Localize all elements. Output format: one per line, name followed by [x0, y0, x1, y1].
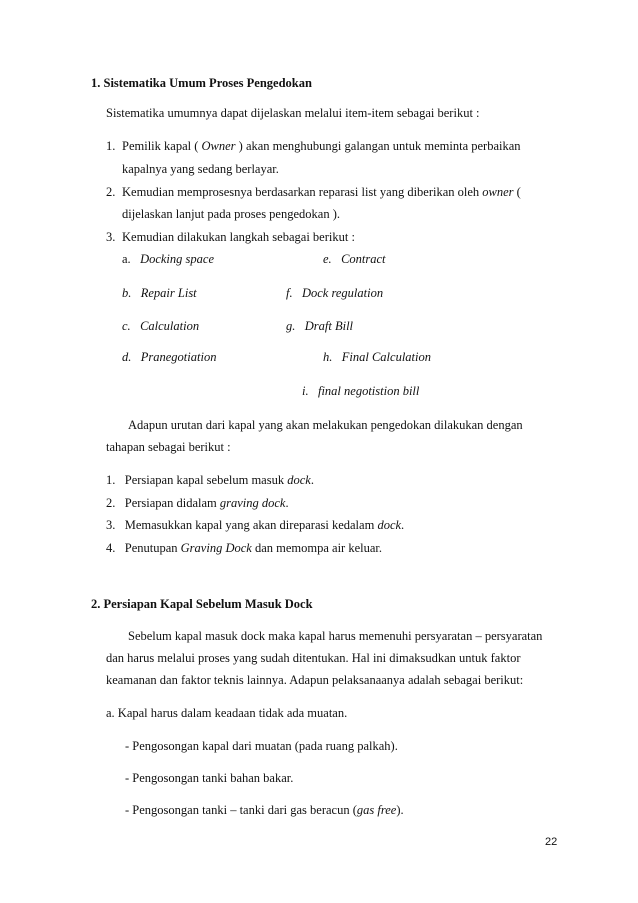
- order-list-item: 3. Memasukkan kapal yang akan direparasi kedalam dock.: [106, 518, 405, 532]
- step-item: d. Pranegotiation: [122, 350, 217, 364]
- step-item: b. Repair List: [122, 286, 197, 300]
- paragraph-line: keamanan dan faktor teknis lainnya. Adapun pelaksanaanya adalah sebagai berikut:: [106, 673, 524, 687]
- bullet-item: - Pengosongan kapal dari muatan (pada ruang palkah).: [125, 739, 398, 753]
- bullet-item: - Pengosongan tanki – tanki dari gas beracun (gas free).: [125, 803, 404, 817]
- list-item-number: 3.: [106, 230, 116, 244]
- list-item-number: 1.: [106, 139, 116, 153]
- page-number: 22: [545, 836, 558, 848]
- list-item-line: Kemudian memprosesnya berdasarkan reparasi list yang diberikan oleh owner (: [122, 185, 521, 199]
- list-item-number: 2.: [106, 185, 116, 199]
- paragraph-line: dan harus melalui proses yang sudah ditentukan. Hal ini dimaksudkan untuk faktor: [106, 651, 521, 665]
- list-item-line: kapalnya yang sedang berlayar.: [122, 162, 279, 176]
- sub-item: a. Kapal harus dalam keadaan tidak ada muatan.: [106, 706, 348, 720]
- list-item-line: dijelaskan lanjut pada proses pengedokan ).: [122, 207, 340, 221]
- section-heading: 2. Persiapan Kapal Sebelum Masuk Dock: [91, 597, 313, 611]
- step-item: i. final negotistion bill: [302, 384, 420, 398]
- section-heading: 1. Sistematika Umum Proses Pengedokan: [91, 76, 312, 90]
- bullet-item: - Pengosongan tanki bahan bakar.: [125, 771, 294, 785]
- step-item: f. Dock regulation: [286, 286, 384, 300]
- step-item: e. Contract: [323, 252, 386, 266]
- paragraph-line: tahapan sebagai berikut :: [106, 440, 231, 454]
- intro-text: Sistematika umumnya dapat dijelaskan melalui item-item sebagai berikut :: [106, 106, 480, 120]
- list-item-line: Pemilik kapal ( Owner ) akan menghubungi galangan untuk meminta perbaikan: [122, 139, 521, 153]
- order-list-item: 2. Persiapan didalam graving dock.: [106, 496, 289, 510]
- list-item-line: Kemudian dilakukan langkah sebagai berikut :: [122, 230, 355, 244]
- step-item: a. Docking space: [122, 252, 214, 266]
- step-item: h. Final Calculation: [323, 350, 431, 364]
- paragraph-line: Sebelum kapal masuk dock maka kapal harus memenuhi persyaratan – persyaratan: [128, 629, 543, 643]
- order-list-item: 1. Persiapan kapal sebelum masuk dock.: [106, 473, 314, 487]
- step-item: c. Calculation: [122, 319, 200, 333]
- paragraph-line: Adapun urutan dari kapal yang akan melakukan pengedokan dilakukan dengan: [128, 418, 523, 432]
- step-item: g. Draft Bill: [286, 319, 354, 333]
- order-list-item: 4. Penutupan Graving Dock dan memompa air keluar.: [106, 541, 382, 555]
